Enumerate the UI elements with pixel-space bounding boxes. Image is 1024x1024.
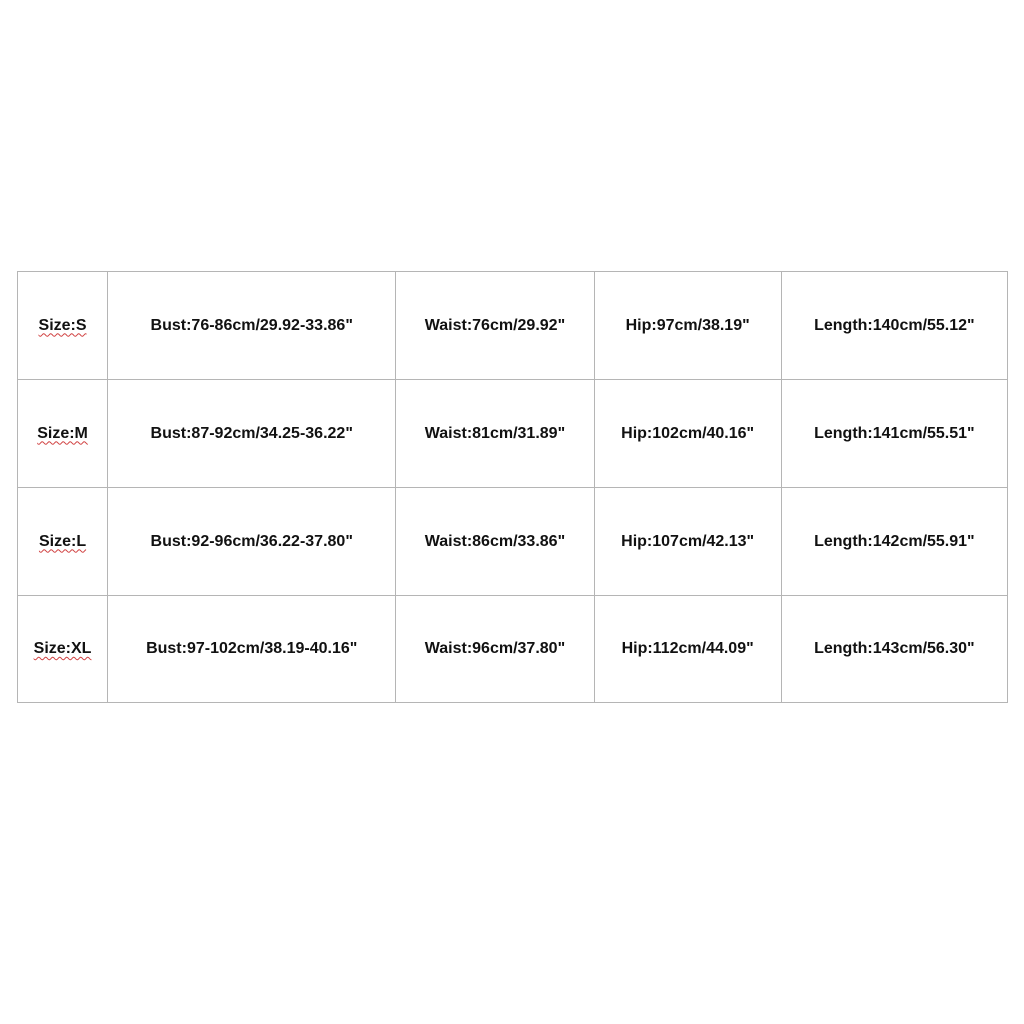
length-cell: Length:142cm/55.91" [781, 488, 1007, 596]
size-chart-table [17, 271, 1008, 703]
waist-cell: Waist:86cm/33.86" [396, 488, 594, 596]
hip-cell: Hip:97cm/38.19" [594, 272, 781, 380]
size-cell [18, 488, 108, 596]
table-row-size-m [18, 380, 1008, 488]
bust-cell: Bust:87-92cm/34.25-36.22" [108, 380, 396, 488]
bust-cell: Bust:92-96cm/36.22-37.80" [108, 488, 396, 596]
size-cell [18, 380, 108, 488]
size-cell [18, 272, 108, 380]
waist-cell: Waist:81cm/31.89" [396, 380, 594, 488]
size-label: Size:S [38, 316, 87, 334]
hip-cell: Hip:112cm/44.09" [594, 596, 781, 703]
size-label: Size:M [37, 424, 88, 442]
length-cell: Length:141cm/55.51" [781, 380, 1007, 488]
waist-cell: Waist:76cm/29.92" [396, 272, 594, 380]
bust-cell: Bust:97-102cm/38.19-40.16" [108, 596, 396, 703]
size-label: Size:XL [33, 640, 92, 657]
size-cell [18, 596, 108, 703]
hip-cell: Hip:107cm/42.13" [594, 488, 781, 596]
hip-cell: Hip:102cm/40.16" [594, 380, 781, 488]
bust-cell: Bust:76-86cm/29.92-33.86" [108, 272, 396, 380]
waist-cell: Waist:96cm/37.80" [396, 596, 594, 703]
table-row-size-xl [18, 596, 1008, 703]
table-row-size-s [18, 272, 1008, 380]
table-row-size-l [18, 488, 1008, 596]
size-label: Size:L [38, 532, 87, 550]
length-cell: Length:143cm/56.30" [781, 596, 1007, 703]
length-cell: Length:140cm/55.12" [781, 272, 1007, 380]
